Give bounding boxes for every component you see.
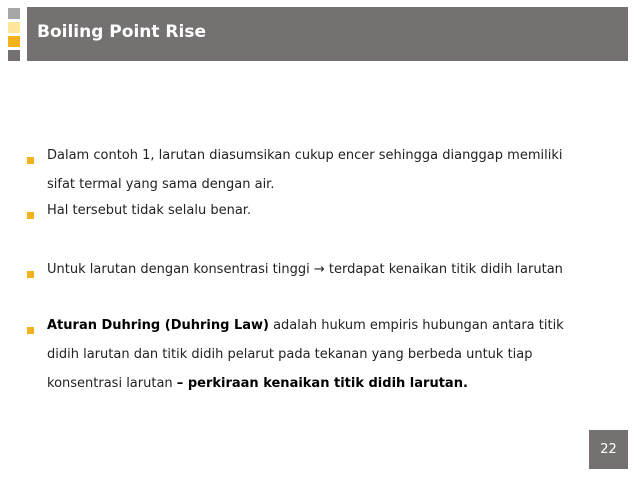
bullet-4-line-3 [47,376,468,392]
bullet-4-line-1 [47,318,564,334]
bullet-square-icon [27,212,34,219]
arrow-right-icon: → [313,262,325,277]
bullet-square-icon [27,157,34,164]
bullet-3-text-start: Untuk larutan dengan konsentrasi tinggi [47,262,314,277]
bullet-1-line-2: sifat termal yang sama dengan air. [47,177,275,192]
bullet-square-icon [27,271,34,278]
bullet-4-line-3-bold: – perkiraan kenaikan titik didih larutan. [176,376,468,391]
decor-square-lightyellow [8,22,20,33]
duhring-law-term: Aturan Duhring (Duhring Law) [47,318,269,333]
bullet-4-line-1-rest: adalah hukum empiris hubungan antara titik [268,318,564,333]
bullet-square-icon [27,327,34,334]
page-number: 22 [600,442,617,457]
page-number-box [589,430,628,469]
bullet-3-line-1 [47,262,563,278]
bullet-4-line-2: didih larutan dan titik didih pelarut pada tekanan yang berbeda untuk tiap [47,347,533,362]
bullet-3-text-end: terdapat kenaikan titik didih larutan [324,262,563,277]
bullet-2-line-1: Hal tersebut tidak selalu benar. [47,203,252,218]
decor-square-darkgray [8,50,20,61]
decor-square-gold [8,36,20,47]
slide-content [27,0,617,478]
decor-square-gray [8,8,20,19]
bullet-4-line-3-plain: konsentrasi larutan [47,376,177,391]
bullet-1-line-1: Dalam contoh 1, larutan diasumsikan cukup encer sehingga dianggap memiliki [47,148,563,163]
slide-title: Boiling Point Rise [37,22,206,42]
